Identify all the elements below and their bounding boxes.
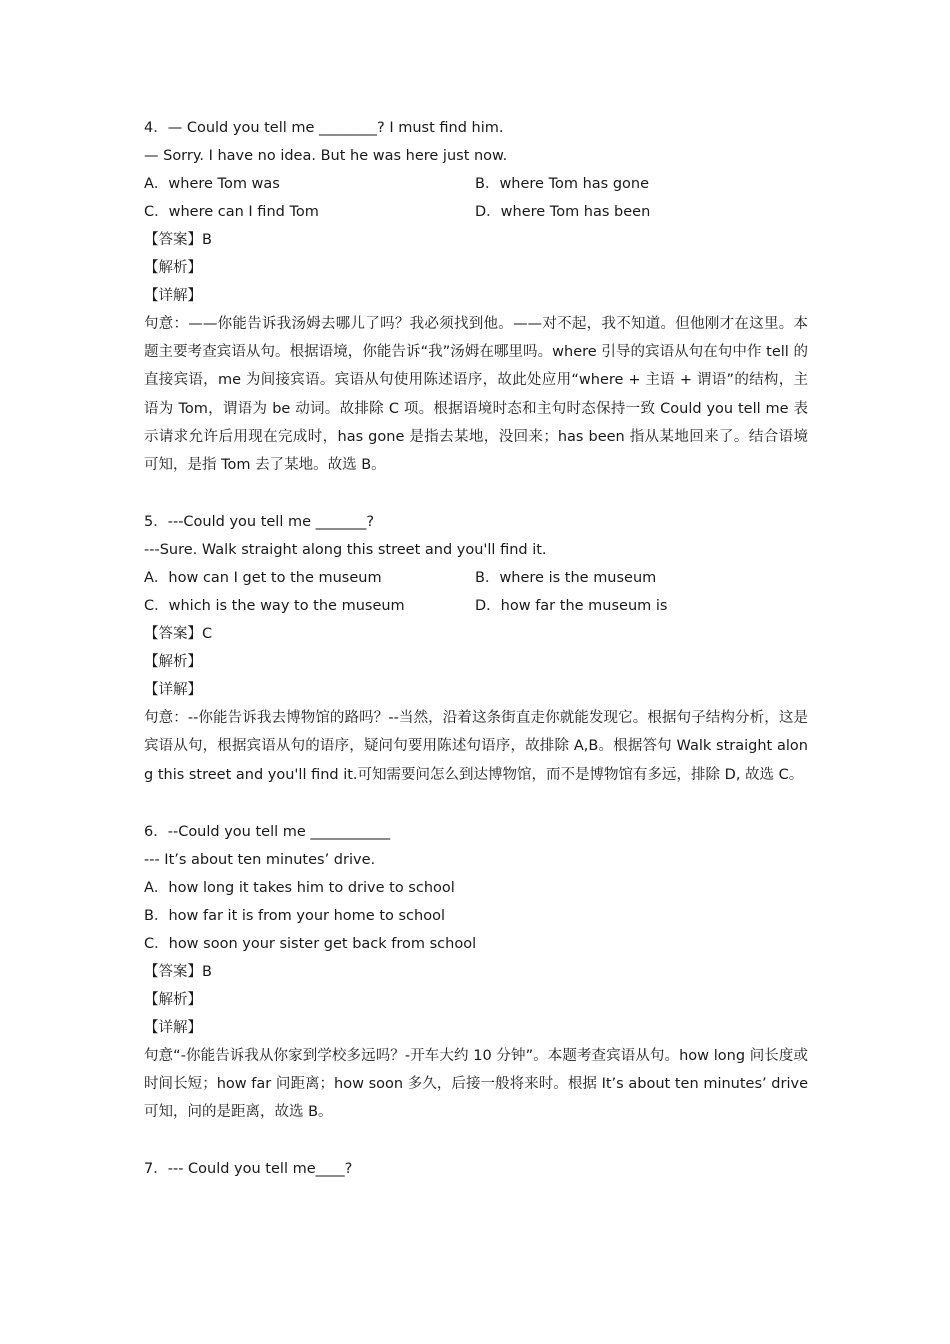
option-c: C．which is the way to the museum	[144, 598, 405, 615]
detail-label: 【详解】	[144, 288, 202, 304]
option-d: D．where Tom has been	[475, 204, 651, 220]
question-reply: — Sorry. I have no idea. But he was here just now.	[144, 148, 508, 164]
explanation-text: 句意“-你能告诉我从你家到学校多远吗？-开车大约 10 分钟”。本题考查宾语从句。how long 问长度或时间长短；how far 问距离；how soon 多久，后接一般将来时。根据 It’s about ten minutes’ drive 可知，问的是距离，故选 B。	[144, 1047, 808, 1121]
explanation-text: 句意：--你能告诉我去博物馆的路吗？--当然，沿着这条街直走你就能发现它。根据句子结构分析，这是宾语从句，根据宾语从句的语序，疑问句要用陈述句语序，故排除 A,B。根据答句 Walk straight along this street and you'll find it.可知需要问怎么到达博物馆，而不是博物馆有多远，排除 D, 故选 C。	[144, 710, 808, 783]
explanation-text: 句意：——你能告诉我汤姆去哪儿了吗？我必须找到他。——对不起，我不知道。但他刚才在这里。本题主要考查宾语从句。根据语境，你能告诉“我”汤姆在哪里吗。where 引导的宾语从句在句中作 tell 的直接宾语，me 为间接宾语。宾语从句使用陈述语序，故此处应用“where + 主语 + 谓语”的结构，主语为 Tom，谓语为 be 动词。故排除 C 项。根据语境时态和主句时态保持一致 Could you tell me 表示请求允许后用现在完成时，has gone 是指去某地，没回来；has been 指从某地回来了。结合语境可知，是指 Tom 去了某地。故选 B。	[144, 316, 808, 474]
analysis-label: 【解析】	[144, 260, 202, 276]
option-b: B．how far it is from your home to school	[144, 907, 445, 924]
option-a: A．where Tom was	[144, 176, 280, 192]
question-6	[144, 818, 808, 1127]
question-stem: 7．--- Could you tell me____?	[144, 1161, 353, 1178]
option-c: C．where can I find Tom	[144, 204, 319, 220]
option-a: A．how long it takes him to drive to school	[144, 879, 455, 896]
detail-label: 【详解】	[144, 682, 202, 699]
options-list	[144, 564, 808, 620]
option-b: B．where Tom has gone	[475, 176, 650, 192]
answer-label: 【答案】B	[144, 232, 212, 248]
detail-label: 【详解】	[144, 1019, 202, 1036]
option-c: C．how soon your sister get back from school	[144, 935, 477, 952]
question-stem: 4．— Could you tell me ________? I must find him.	[144, 120, 504, 136]
question-reply: ---Sure. Walk straight along this street and you'll find it.	[144, 542, 547, 559]
option-a: A．how can I get to the museum	[144, 570, 382, 587]
analysis-label: 【解析】	[144, 991, 202, 1008]
analysis-label: 【解析】	[144, 654, 202, 671]
question-reply: --- It’s about ten minutes’ drive.	[144, 851, 376, 868]
question-5	[144, 508, 808, 789]
option-b: B．where is the museum	[475, 570, 657, 587]
question-7	[144, 1155, 808, 1183]
answer-label: 【答案】C	[144, 626, 213, 643]
question-stem: 5．---Could you tell me _______?	[144, 514, 375, 531]
options-list	[144, 874, 808, 958]
question-stem: 6．--Could you tell me ___________	[144, 823, 391, 840]
answer-label: 【答案】B	[144, 963, 212, 980]
document-page	[144, 114, 808, 1183]
question-4	[144, 114, 808, 479]
options-list	[144, 170, 808, 226]
option-d: D．how far the museum is	[475, 598, 668, 615]
